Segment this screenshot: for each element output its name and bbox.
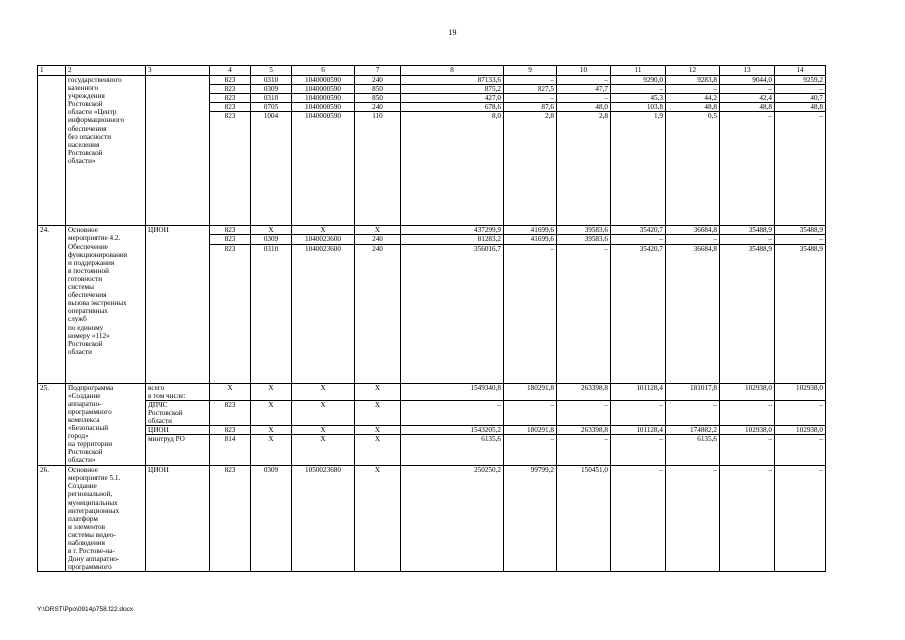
- col-4: 823: [210, 235, 251, 244]
- col-9: –: [504, 76, 557, 85]
- column-number-header: 2: [66, 66, 146, 76]
- column-number-header: 4: [210, 66, 251, 76]
- col-8: 427,0: [401, 94, 504, 103]
- row-executor-cell: ЦИОН: [146, 426, 210, 435]
- col-12: –: [666, 85, 720, 94]
- col-10: 39583,6: [557, 226, 611, 235]
- col-6: 1040000590: [292, 85, 355, 94]
- col-10: 47,7: [557, 85, 611, 94]
- col-10: 150451,0: [557, 466, 611, 572]
- col-13: 102938,0: [720, 426, 775, 435]
- col-6: 1040000590: [292, 94, 355, 103]
- col-8: 678,6: [401, 103, 504, 112]
- row-executor-cell: ЦИОН: [146, 466, 210, 572]
- col-14: –: [775, 112, 826, 226]
- col-4: 823: [210, 400, 251, 425]
- column-number-header: 7: [355, 66, 401, 76]
- col-12: 0,5: [666, 112, 720, 226]
- col-10: 48,0: [557, 103, 611, 112]
- col-13: –: [720, 112, 775, 226]
- col-10: 39583,6: [557, 235, 611, 244]
- col-10: –: [557, 94, 611, 103]
- col-9: 99799,2: [504, 466, 557, 572]
- table-row: [38, 383, 826, 400]
- col-6: 1050023680: [292, 466, 355, 572]
- col-11: 101128,4: [611, 426, 666, 435]
- row-number-cell: 24.: [38, 226, 66, 383]
- col-12: –: [666, 235, 720, 244]
- col-12: 36684,8: [666, 226, 720, 235]
- col-5: Х: [251, 383, 292, 400]
- col-9: 180291,8: [504, 383, 557, 400]
- col-5: 0309: [251, 235, 292, 244]
- col-9: 41699,6: [504, 226, 557, 235]
- col-12: 174882,2: [666, 426, 720, 435]
- col-8: 356016,7: [401, 244, 504, 383]
- page-number: 19: [448, 28, 457, 37]
- row-executor-cell: [146, 76, 210, 226]
- col-8: 81283,2: [401, 235, 504, 244]
- col-8: 1549340,8: [401, 383, 504, 400]
- col-14: 48,8: [775, 103, 826, 112]
- col-11: 35420,7: [611, 226, 666, 235]
- col-12: 44,2: [666, 94, 720, 103]
- col-12: 181017,8: [666, 383, 720, 400]
- row-name-cell: Основное мероприятие 5.1. Создание региональной, муниципальных интеграционных платформ и элементов системы видео- наблюдения в г. Ростове-на- Дону аппаратно- программного: [66, 466, 146, 572]
- col-11: 1,9: [611, 112, 666, 226]
- col-9: 827,5: [504, 85, 557, 94]
- col-8: 437299,9: [401, 226, 504, 235]
- col-4: 823: [210, 466, 251, 572]
- col-8: 875,2: [401, 85, 504, 94]
- col-4: Х: [210, 383, 251, 400]
- col-5: 0310: [251, 244, 292, 383]
- col-5: 0310: [251, 76, 292, 85]
- col-13: 48,8: [720, 103, 775, 112]
- col-7: 850: [355, 85, 401, 94]
- col-4: 814: [210, 435, 251, 466]
- col-12: 48,8: [666, 103, 720, 112]
- column-number-header: 13: [720, 66, 775, 76]
- col-13: –: [720, 466, 775, 572]
- col-14: –: [775, 435, 826, 466]
- row-executor-cell: минтруд РО: [146, 435, 210, 466]
- col-9: –: [504, 94, 557, 103]
- col-7: 240: [355, 76, 401, 85]
- col-4: 823: [210, 244, 251, 383]
- column-number-header: 5: [251, 66, 292, 76]
- column-number-header: 1: [38, 66, 66, 76]
- col-12: 9283,8: [666, 76, 720, 85]
- col-11: 45,3: [611, 94, 666, 103]
- col-8: 250250,2: [401, 466, 504, 572]
- column-number-header: 14: [775, 66, 826, 76]
- col-6: Х: [292, 435, 355, 466]
- col-10: –: [557, 76, 611, 85]
- col-8: 8,0: [401, 112, 504, 226]
- col-11: –: [611, 435, 666, 466]
- col-13: –: [720, 435, 775, 466]
- column-number-header: 11: [611, 66, 666, 76]
- column-number-header: 10: [557, 66, 611, 76]
- col-13: –: [720, 85, 775, 94]
- col-6: Х: [292, 426, 355, 435]
- col-8: 87133,6: [401, 76, 504, 85]
- col-4: 823: [210, 76, 251, 85]
- col-4: 823: [210, 112, 251, 226]
- col-14: –: [775, 466, 826, 572]
- col-5: Х: [251, 226, 292, 235]
- col-14: 9259,2: [775, 76, 826, 85]
- col-9: 87,6: [504, 103, 557, 112]
- col-4: 823: [210, 85, 251, 94]
- col-7: Х: [355, 435, 401, 466]
- table-row: [38, 226, 826, 235]
- col-13: –: [720, 235, 775, 244]
- table-row: [38, 426, 826, 435]
- col-11: 101128,4: [611, 383, 666, 400]
- col-14: –: [775, 85, 826, 94]
- col-6: Х: [292, 226, 355, 235]
- table-row: [38, 466, 826, 572]
- col-6: 1040000590: [292, 112, 355, 226]
- col-7: 110: [355, 112, 401, 226]
- col-5: 0309: [251, 85, 292, 94]
- col-7: Х: [355, 426, 401, 435]
- col-8: 1543205,2: [401, 426, 504, 435]
- col-5: 1004: [251, 112, 292, 226]
- col-8: –: [401, 400, 504, 425]
- col-13: 35488,9: [720, 244, 775, 383]
- column-number-header: 8: [401, 66, 504, 76]
- row-number-cell: [38, 76, 66, 226]
- col-14: –: [775, 400, 826, 425]
- row-name-cell: государственного казенного учреждения Ростовской области «Центр информационного обеспечения без опасности населения Ростовской области»: [66, 76, 146, 226]
- col-6: 1040000590: [292, 103, 355, 112]
- col-7: Х: [355, 226, 401, 235]
- col-12: –: [666, 400, 720, 425]
- col-14: 35488,9: [775, 226, 826, 235]
- table-body: [38, 66, 826, 572]
- col-13: 9044,0: [720, 76, 775, 85]
- col-10: 263398,8: [557, 426, 611, 435]
- column-number-header: 12: [666, 66, 720, 76]
- row-number-cell: 26.: [38, 466, 66, 572]
- col-6: Х: [292, 400, 355, 425]
- col-14: 102938,0: [775, 383, 826, 400]
- col-11: 35420,7: [611, 244, 666, 383]
- col-9: 41699,6: [504, 235, 557, 244]
- col-6: 1040023600: [292, 244, 355, 383]
- col-14: 35488,9: [775, 244, 826, 383]
- file-path-footer: Y:\ORST\Ppo\0914p758.f22.docx: [37, 606, 134, 613]
- col-13: 35488,9: [720, 226, 775, 235]
- col-5: Х: [251, 426, 292, 435]
- row-name-cell: Основное мероприятие 4.2. Обеспечение функционирования и поддержания в постоянной готовности системы обеспечения вызова экстренных оперативных служб по единому номеру «112» Ростовской области: [66, 226, 146, 383]
- row-name-cell: Подпрограмма «Создание аппаратно- программного комплекса «Безопасный город» на территории Ростовской области»: [66, 383, 146, 466]
- column-number-row: [38, 66, 826, 76]
- row-executor-cell: ДПЧС Ростовской области: [146, 400, 210, 425]
- col-4: 823: [210, 103, 251, 112]
- col-4: 823: [210, 94, 251, 103]
- col-8: 6135,6: [401, 435, 504, 466]
- row-number-cell: 25.: [38, 383, 66, 466]
- col-5: 0310: [251, 94, 292, 103]
- col-13: 42,4: [720, 94, 775, 103]
- col-5: 0705: [251, 103, 292, 112]
- row-executor-cell: ЦИОН: [146, 226, 210, 383]
- col-7: Х: [355, 400, 401, 425]
- col-7: 240: [355, 244, 401, 383]
- col-10: 263398,8: [557, 383, 611, 400]
- col-5: Х: [251, 435, 292, 466]
- col-4: 823: [210, 426, 251, 435]
- col-9: –: [504, 244, 557, 383]
- col-11: –: [611, 466, 666, 572]
- col-9: –: [504, 435, 557, 466]
- col-7: 240: [355, 235, 401, 244]
- col-14: 40,7: [775, 94, 826, 103]
- table-row: [38, 76, 826, 85]
- budget-table: [37, 65, 826, 572]
- col-10: 2,8: [557, 112, 611, 226]
- col-9: 2,8: [504, 112, 557, 226]
- col-11: 9290,0: [611, 76, 666, 85]
- column-number-header: 3: [146, 66, 210, 76]
- col-14: 102938,0: [775, 426, 826, 435]
- col-12: –: [666, 466, 720, 572]
- col-6: 1040000590: [292, 76, 355, 85]
- row-executor-cell: всего в том числе:: [146, 383, 210, 400]
- col-5: 0309: [251, 466, 292, 572]
- col-10: –: [557, 435, 611, 466]
- col-11: 103,8: [611, 103, 666, 112]
- col-11: –: [611, 235, 666, 244]
- col-10: –: [557, 244, 611, 383]
- column-number-header: 9: [504, 66, 557, 76]
- col-7: 850: [355, 94, 401, 103]
- table-row: [38, 435, 826, 466]
- col-6: 1040023600: [292, 235, 355, 244]
- col-5: Х: [251, 400, 292, 425]
- col-13: –: [720, 400, 775, 425]
- col-13: 102938,0: [720, 383, 775, 400]
- col-14: –: [775, 235, 826, 244]
- col-6: Х: [292, 383, 355, 400]
- table-row: [38, 400, 826, 425]
- col-4: 823: [210, 226, 251, 235]
- column-number-header: 6: [292, 66, 355, 76]
- col-7: Х: [355, 466, 401, 572]
- col-9: –: [504, 400, 557, 425]
- col-11: –: [611, 85, 666, 94]
- col-12: 36684,8: [666, 244, 720, 383]
- col-11: –: [611, 400, 666, 425]
- col-9: 180291,8: [504, 426, 557, 435]
- col-12: 6135,6: [666, 435, 720, 466]
- col-7: 240: [355, 103, 401, 112]
- col-7: Х: [355, 383, 401, 400]
- col-10: –: [557, 400, 611, 425]
